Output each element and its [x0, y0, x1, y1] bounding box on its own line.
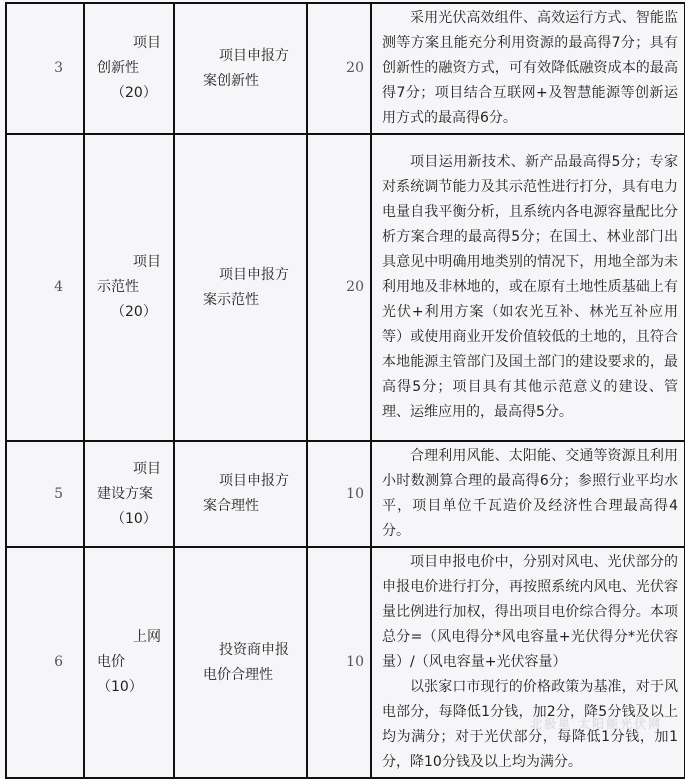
basis-cell [174, 441, 307, 547]
criterion-line: 创新性 [97, 60, 139, 76]
table-row [6, 3, 685, 134]
table-row [6, 441, 685, 547]
detail-paragraph: 合理利用风能、太阳能、交通等资源且利用小时数测算合理的最高得6分；参照行业平均水平，项目单位千瓦造价及经济性合理最高得4分。 [382, 448, 678, 539]
detail-cell [371, 547, 685, 778]
criterion-points: （10） [111, 510, 157, 527]
basis-line: 案合理性 [203, 498, 259, 514]
basis-cell [174, 134, 307, 441]
basis-line: 项目申报方 [219, 47, 289, 64]
basis-cell [174, 3, 307, 134]
basis-cell [174, 547, 307, 778]
row-number: 5 [6, 441, 84, 547]
watermark-text: 北极星 太阳能光伏网 [530, 717, 663, 731]
detail-cell [371, 3, 685, 134]
detail-paragraph: 以张家口市现行的价格政策为基准，对于风电部分，每降低1分钱，加2分，降5分钱及以上均为满分；对于光伏部分，每降低1分钱，加1分，降10分钱及以上均为满分。 [382, 679, 678, 770]
basis-line: 案示范性 [203, 291, 259, 308]
criterion-line: 项目 [133, 460, 161, 477]
table-row [6, 134, 685, 441]
criterion-line: 示范性 [97, 279, 139, 295]
basis-line: 电价合理性 [203, 666, 273, 683]
criterion-points: （20） [111, 85, 157, 101]
criterion-line: 项目 [133, 35, 161, 51]
criterion-line: 电价（10） [97, 654, 143, 695]
criterion-cell [84, 134, 174, 441]
scoring-table [5, 2, 685, 779]
basis-line: 投资商申报 [219, 641, 289, 658]
criterion-points: （20） [111, 304, 157, 320]
detail-cell [371, 134, 685, 441]
basis-line: 项目申报方 [219, 266, 289, 283]
table-row [6, 547, 685, 778]
row-number: 6 [6, 547, 84, 778]
basis-line: 项目申报方 [219, 473, 289, 489]
score-cell: 20 [307, 3, 371, 134]
row-number: 4 [6, 134, 84, 441]
row-number: 3 [6, 3, 84, 134]
criterion-cell [84, 3, 174, 134]
basis-line: 案创新性 [203, 72, 259, 89]
detail-paragraph: 项目运用新技术、新产品最高得5分；专家对系统调节能力及其示范性进行打分，具有电力电量自我平衡分析，且系统内各电源容量配比分析方案合理的最高得5分；在国土、林业部门出具意见中明确用地类别的情况下，用地全部为未利用地及非林地的，或在原有土地性质基础上有光伏+利用方案（如农光互补、林光互补应用等）或使用商业开发价值较低的土地的，且符合本地能源主管部门及国土部门的建设要求的，最高得5分；项目具有其他示范意义的建设、管理、运维应用的，最高得5分。 [382, 154, 678, 420]
criterion-line: 建设方案 [97, 485, 153, 502]
detail-paragraph: 采用光伏高效组件、高效运行方式、智能监测等方案且能充分利用资源的最高得7分；具有创新性的融资方式，可有效降低融资成本的最高得7分；项目结合互联网+及智慧能源等创新运用方式的最高得6分。 [382, 10, 678, 126]
criterion-line: 项目 [133, 254, 161, 270]
detail-paragraph: 项目申报电价中，分别对风电、光伏部分的申报电价进行打分，再按照系统内风电、光伏容量比例进行加权，得出项目电价综合得分。本项总分=（风电得分*风电容量+光伏得分*光伏容量）/（风电容量+光伏容量） [382, 554, 678, 670]
score-cell: 10 [307, 441, 371, 547]
score-cell: 10 [307, 547, 371, 778]
criterion-cell [84, 441, 174, 547]
criterion-cell [84, 547, 174, 778]
score-cell: 20 [307, 134, 371, 441]
detail-cell [371, 441, 685, 547]
criterion-line: 上网 [133, 629, 161, 645]
